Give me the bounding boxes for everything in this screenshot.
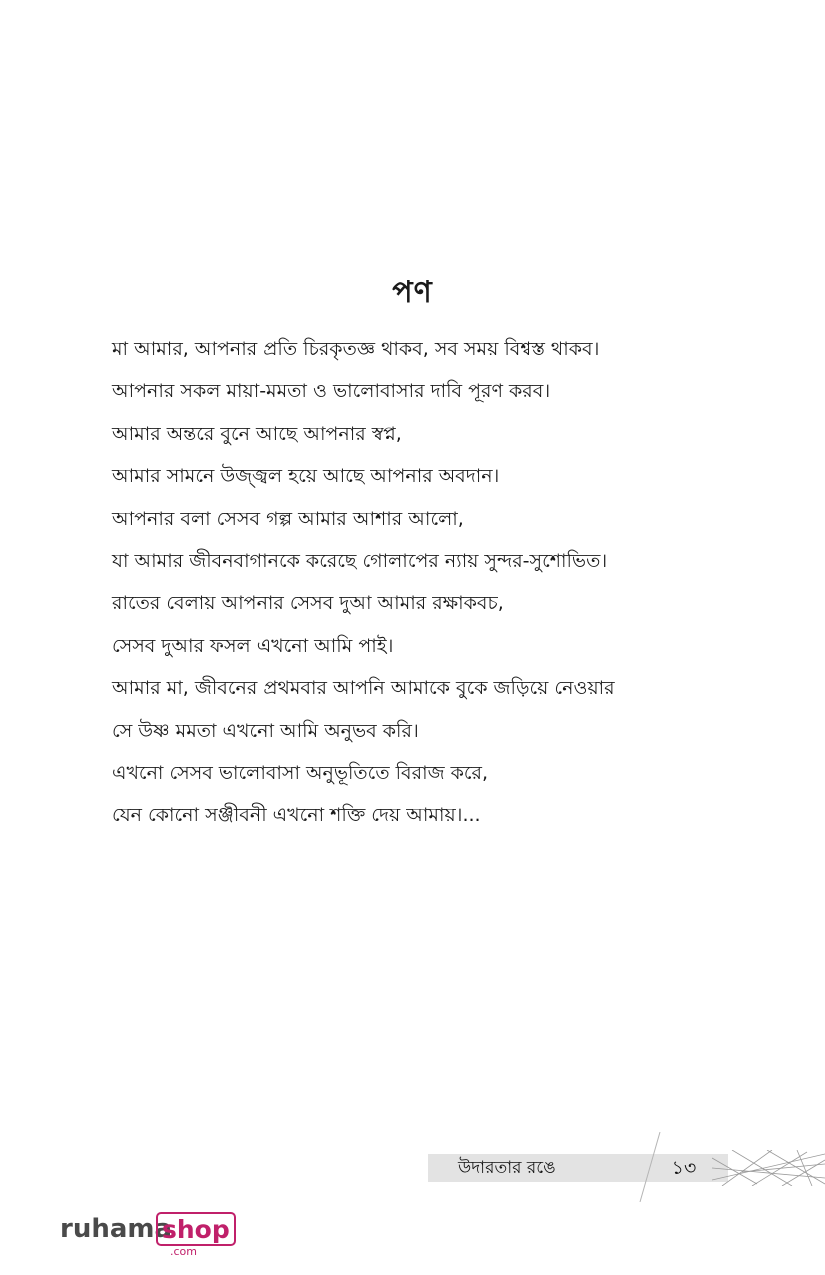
logo-shop-text: shop	[156, 1212, 236, 1246]
page-number: ১৩	[671, 1157, 697, 1179]
poem-body	[112, 328, 712, 837]
poem-line: রাতের বেলায় আপনার সেসব দুআ আমার রক্ষাকবচ,	[112, 592, 504, 615]
poem-line: যা আমার জীবনবাগানকে করেছে গোলাপের ন্যায় সুন্দর-সুশোভিত।	[112, 549, 608, 572]
poem-line: আমার অন্তরে বুনে আছে আপনার স্বপ্ন,	[112, 422, 402, 445]
ruhama-shop-logo	[60, 1208, 230, 1260]
poem-line: সে উষ্ণ মমতা এখনো আমি অনুভব করি।	[112, 719, 419, 742]
decorative-lines-icon	[712, 1150, 825, 1186]
poem-line: মা আমার, আপনার প্রতি চিরকৃতজ্ঞ থাকব, সব সময় বিশ্বস্ত থাকব।	[112, 338, 600, 360]
logo-com-text: .com	[170, 1245, 197, 1258]
poem-line: এখনো সেসব ভালোবাসা অনুভূতিতে বিরাজ করে,	[112, 761, 489, 784]
poem-line: আপনার বলা সেসব গল্প আমার আশার আলো,	[112, 507, 464, 530]
poem-line: সেসব দুআর ফসল এখনো আমি পাই।	[112, 634, 394, 657]
poem-line: আমার সামনে উজ্জ্বল হয়ে আছে আপনার অবদান।	[112, 465, 500, 488]
running-footer-title: উদারতার রঙে	[458, 1158, 556, 1178]
logo-ruhama-text: ruhama	[60, 1214, 173, 1244]
poem-line: আমার মা, জীবনের প্রথমবার আপনি আমাকে বুকে জড়িয়ে নেওয়ার	[112, 677, 615, 700]
poem-line: আপনার সকল মায়া-মমতা ও ভালোবাসার দাবি পূরণ করব।	[112, 380, 551, 403]
page-title: পণ	[392, 275, 433, 310]
poem-line: যেন কোনো সঞ্জীবনী এখনো শক্তি দেয় আমায়।...	[112, 804, 481, 827]
